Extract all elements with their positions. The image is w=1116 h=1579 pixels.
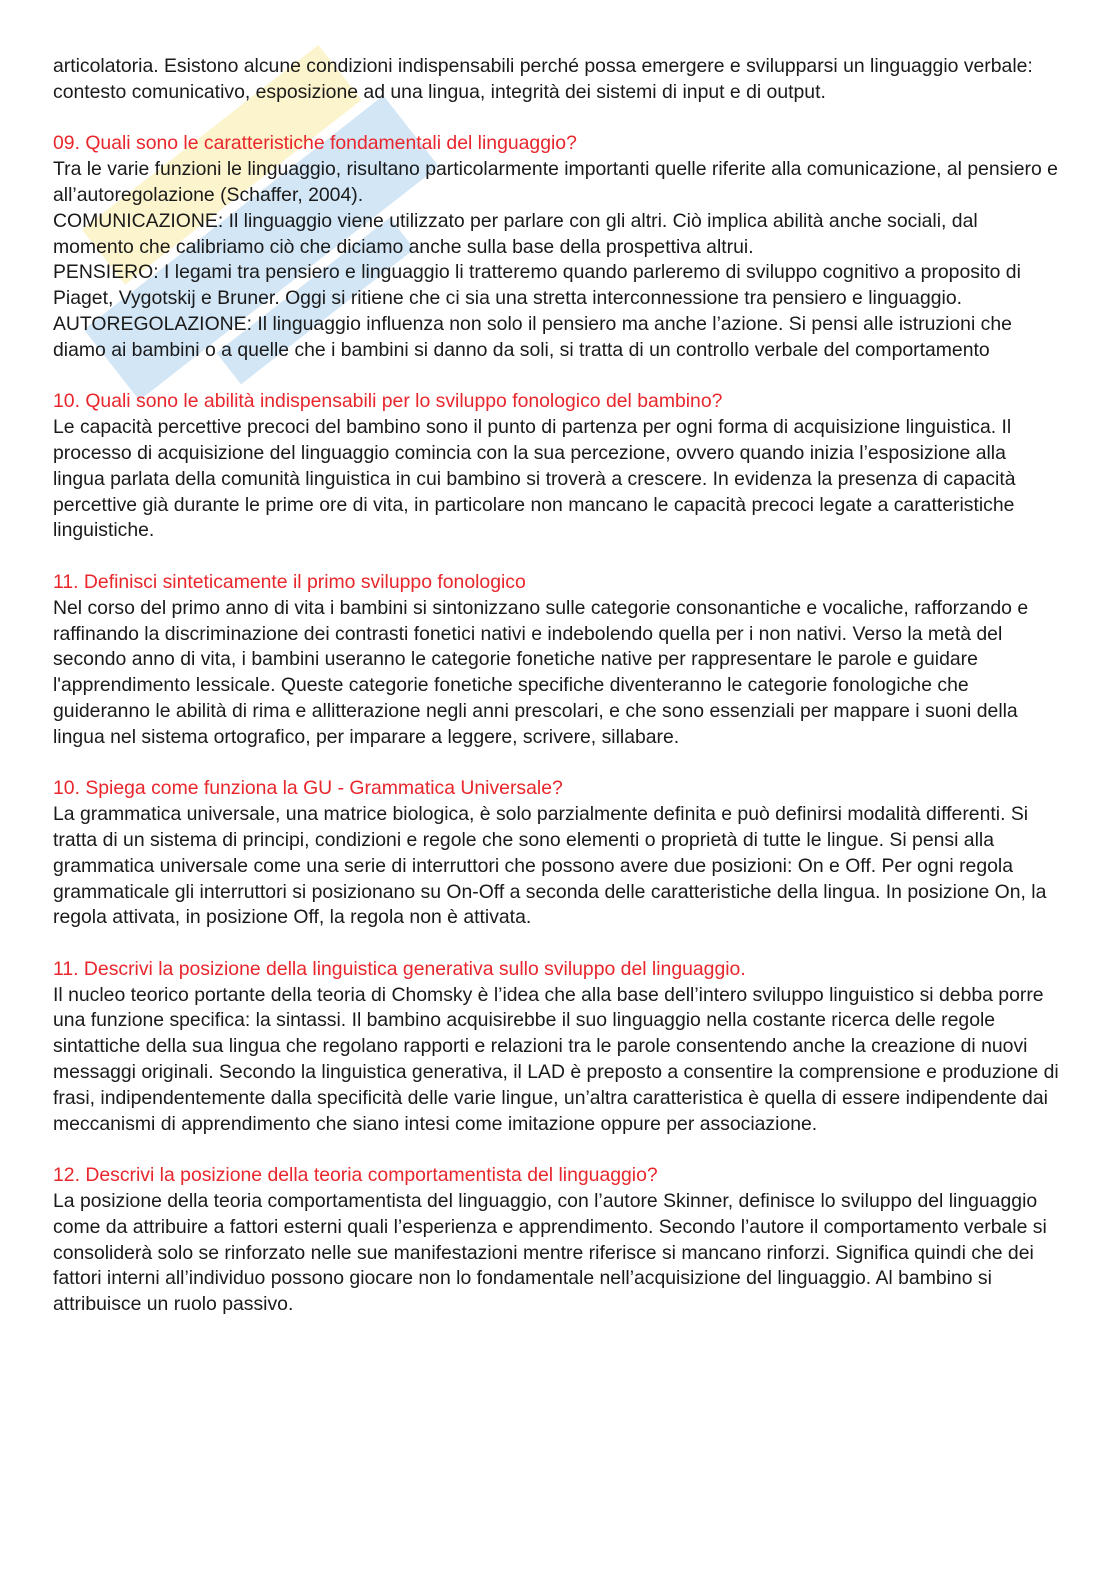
section-q09 bbox=[53, 131, 1063, 363]
question-heading: 12. Descrivi la posizione della teoria comportamentista del linguaggio? bbox=[53, 1164, 658, 1187]
question-heading: 10. Spiega come funziona la GU - Grammatica Universale? bbox=[53, 777, 563, 800]
document-body bbox=[53, 54, 1063, 1344]
answer-paragraph: AUTOREGOLAZIONE: Il linguaggio influenza non solo il pensiero ma anche l’azione. Si pensi alle istruzioni che diamo ai bambini o a quelle che i bambini si danno da soli, si tratta di un controllo verbale del comportamento bbox=[53, 312, 1012, 361]
question-heading: 10. Quali sono le abilità indispensabili per lo sviluppo fonologico del bambino? bbox=[53, 390, 723, 413]
answer-paragraph: Tra le varie funzioni le linguaggio, risultano particolarmente importanti quelle riferite alla comunicazione, al pensiero e all’autoregolazione (Schaffer, 2004). bbox=[53, 158, 1058, 206]
question-heading: 09. Quali sono le caratteristiche fondamentali del linguaggio? bbox=[53, 132, 577, 155]
section-q10-phonological bbox=[53, 389, 1063, 544]
question-heading: 11. Descrivi la posizione della linguistica generativa sullo sviluppo del linguaggio. bbox=[53, 957, 746, 980]
section-q11-phonological bbox=[53, 570, 1063, 751]
answer-paragraph: Il nucleo teorico portante della teoria di Chomsky è l’idea che alla base dell’intero sviluppo linguistico si debba porre una funzione specifica: la sintassi. Il bambino acquisirebbe il suo linguaggio nella costante ricerca delle regole sintattiche della sua lingua che regolano rapporti e relazioni tra le parole consentendo anche la creazione di nuovi messaggi originali. Secondo la linguistica generativa, il LAD è preposto a consentire la comprensione e produzione di frasi, indipendentemente dalla specificità delle varie lingue, un’altra caratteristica è quella di essere indipendente dai meccanismi di apprendimento che siano intesi come imitazione oppure per associazione. bbox=[53, 983, 1059, 1135]
answer-paragraph: PENSIERO: I legami tra pensiero e linguaggio li tratteremo quando parleremo di sviluppo cognitivo a proposito di Piaget, Vygotskij e Bruner. Oggi si ritiene che ci sia una stretta interconnessione tra pensiero e linguaggio. bbox=[53, 261, 1021, 310]
section-q12-behaviorist bbox=[53, 1163, 1063, 1318]
answer-paragraph: La posizione della teoria comportamentista del linguaggio, con l’autore Skinner, definisce lo sviluppo del linguaggio come da attribuire a fattori esterni quali l’esperienza e apprendimento. Secondo l’autore il comportamento verbale si consoliderà solo se rinforzato nelle sue manifestazioni mentre riferisce si mancano rinforzi. Significa quindi che dei fattori interni all’individuo possono giocare non lo fondamentale nell’acquisizione del linguaggio. Al bambino si attribuisce un ruolo passivo. bbox=[53, 1190, 1047, 1316]
intro-paragraph bbox=[53, 54, 1063, 106]
section-q11-generative bbox=[53, 957, 1063, 1138]
question-heading: 11. Definisci sinteticamente il primo sviluppo fonologico bbox=[53, 570, 526, 593]
answer-paragraph: COMUNICAZIONE: Il linguaggio viene utilizzato per parlare con gli altri. Ciò implica abilità anche sociali, dal momento che calibriamo ciò che diciamo anche sulla base della prospettiva altrui. bbox=[53, 209, 978, 258]
answer-paragraph: Nel corso del primo anno di vita i bambini si sintonizzano sulle categorie consonantiche e vocaliche, rafforzando e raffinando la discriminazione dei contrasti fonetici nativi e indebolendo quella per i non nativi. Verso la metà del secondo anno di vita, i bambini useranno le categorie fonetiche native per rappresentare le parole e guidare l'apprendimento lessicale. Queste categorie fonetiche specifiche diventeranno le categorie fonologiche che guideranno le abilità di rima e allitterazione negli anni prescolari, e che sono essenziali per mappare i suoni della lingua nel sistema ortografico, per imparare a leggere, scrivere, sillabare. bbox=[53, 596, 1029, 748]
section-q10-grammar bbox=[53, 776, 1063, 931]
answer-paragraph: La grammatica universale, una matrice biologica, è solo parzialmente definita e può definirsi modalità differenti. Si tratta di un sistema di principi, condizioni e regole che sono elementi o proprietà di tutte le lingue. Si pensi alla grammatica universale come una serie di interruttori che possono avere due posizioni: On e Off. Per ogni regola grammaticale gli interruttori si posizionano su On-Off a seconda delle caratteristiche della lingua. In posizione On, la regola attivata, in posizione Off, la regola non è attivata. bbox=[53, 803, 1047, 929]
intro-text: articolatoria. Esistono alcune condizioni indispensabili perché possa emergere e svilupparsi un linguaggio verbale: contesto comunicativo, esposizione ad una lingua, integrità dei sistemi di input e di output. bbox=[53, 55, 1033, 103]
answer-paragraph: Le capacità percettive precoci del bambino sono il punto di partenza per ogni forma di acquisizione linguistica. Il processo di acquisizione del linguaggio comincia con la sua percezione, ovvero quando inizia l’esposizione alla lingua parlata della comunità linguistica in cui bambino si troverà a crescere. In evidenza la presenza di capacità percettive già durante le prime ore di vita, in particolare non mancano le capacità precoci legate a caratteristiche linguistiche. bbox=[53, 416, 1016, 542]
